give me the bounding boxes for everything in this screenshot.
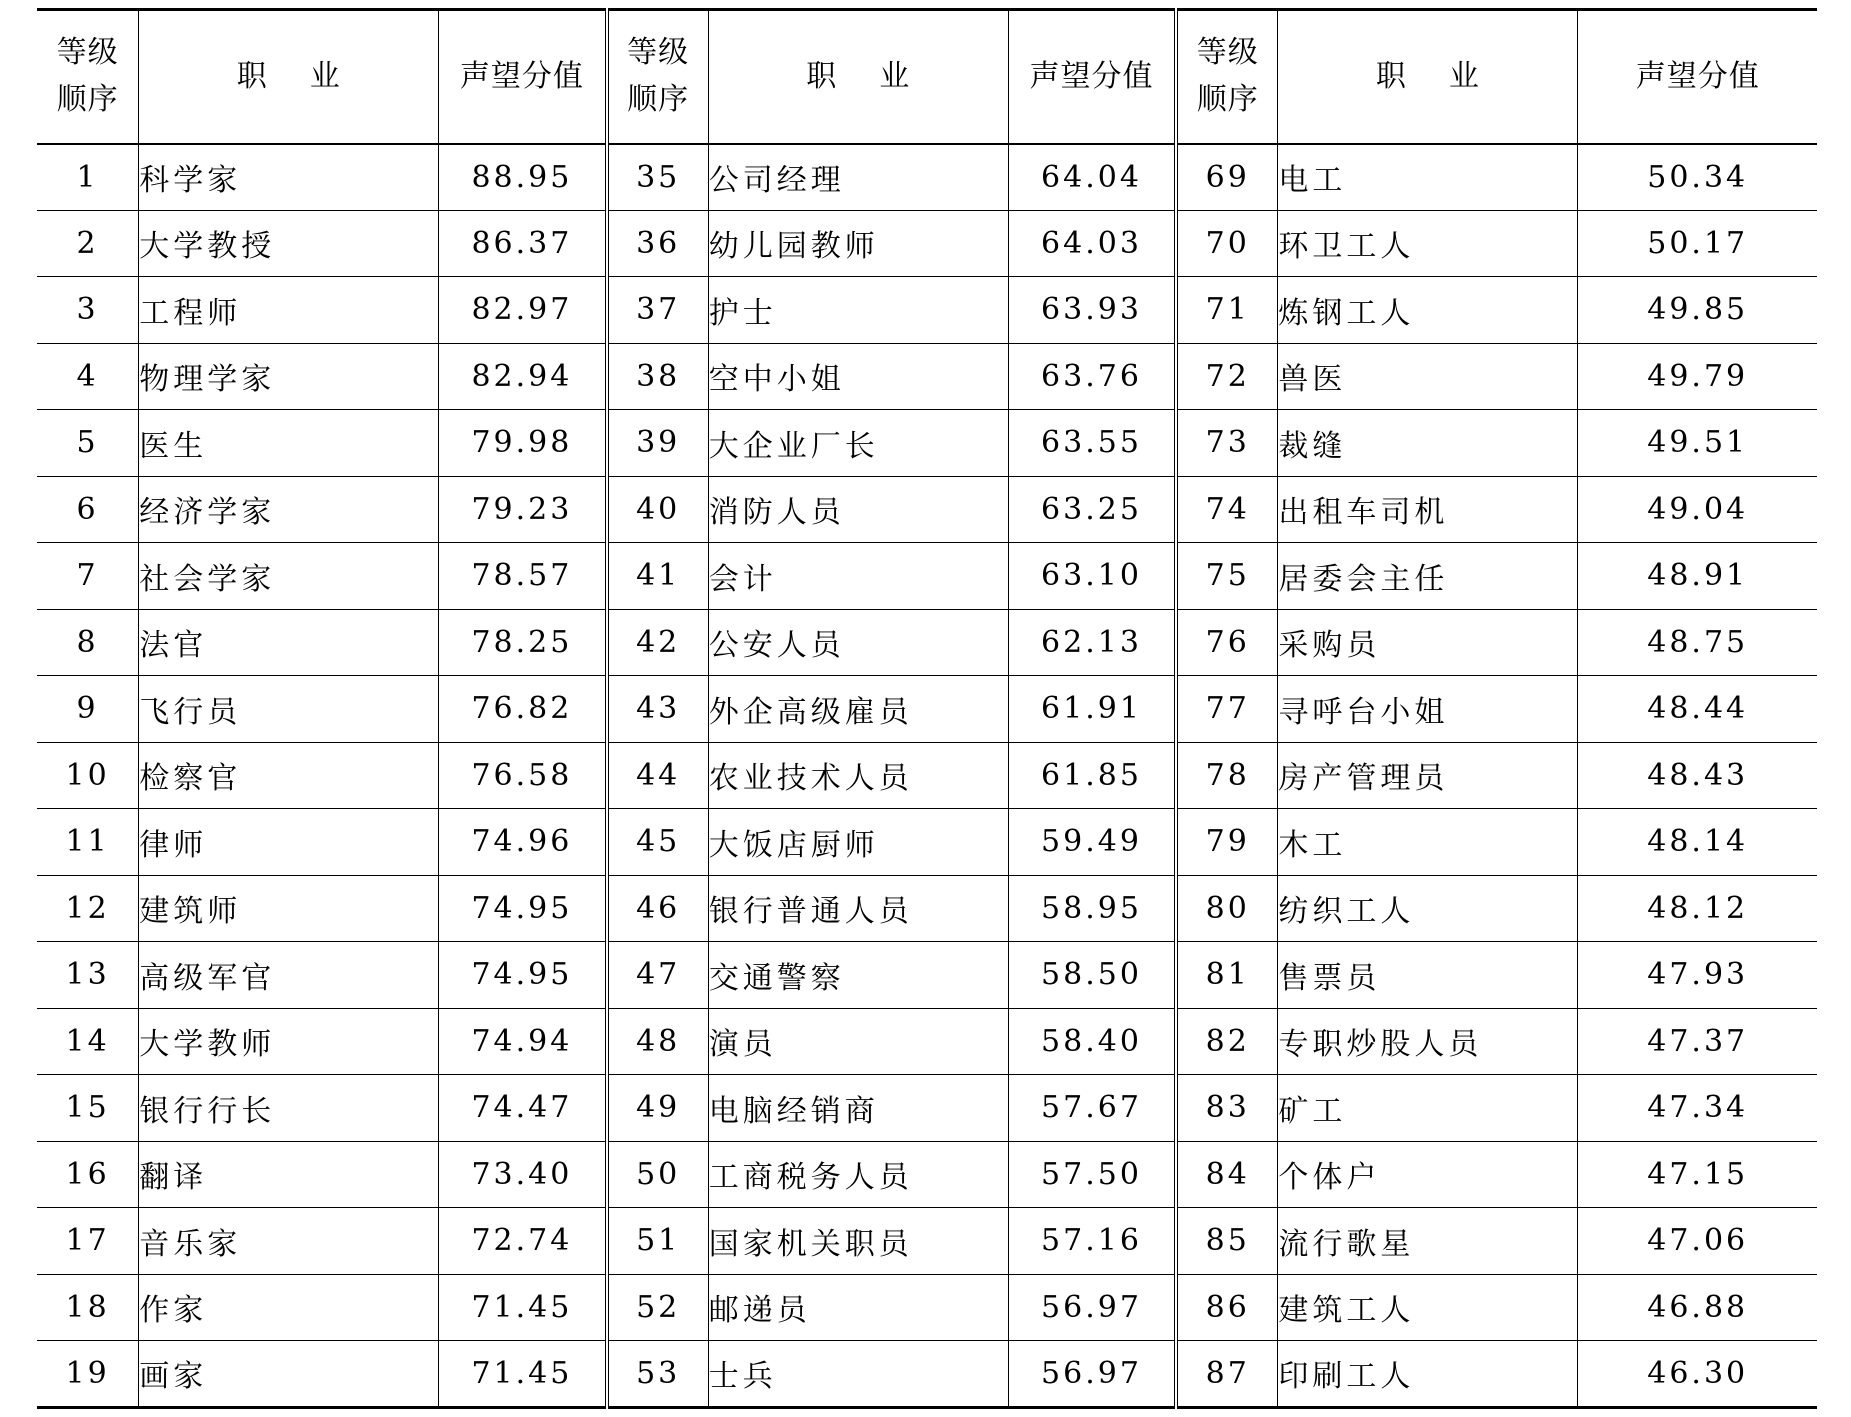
header-occupation xyxy=(139,10,439,144)
header-occupation-char1: 职 xyxy=(806,58,838,94)
prestige-score-cell: 48.75 xyxy=(1578,609,1817,676)
prestige-score-cell: 61.85 xyxy=(1008,742,1176,809)
rank-cell: 13 xyxy=(37,942,139,1009)
rank-cell: 74 xyxy=(1176,476,1278,543)
occupation-cell: 外企高级雇员 xyxy=(708,676,1008,743)
occupation-cell: 出租车司机 xyxy=(1278,476,1578,543)
prestige-score-cell: 46.30 xyxy=(1578,1341,1817,1408)
occupation-cell: 炼钢工人 xyxy=(1278,277,1578,344)
rank-cell: 1 xyxy=(37,144,139,211)
occupation-cell: 高级军官 xyxy=(139,942,439,1009)
prestige-table-sheet xyxy=(37,8,1817,1408)
occupation-cell: 音乐家 xyxy=(139,1208,439,1275)
rank-cell: 71 xyxy=(1176,277,1278,344)
table-row xyxy=(37,476,1817,543)
table-row xyxy=(37,1274,1817,1341)
prestige-score-cell: 49.85 xyxy=(1578,277,1817,344)
rank-cell: 84 xyxy=(1176,1141,1278,1208)
header-occupation-char2: 业 xyxy=(309,58,341,94)
rank-cell: 8 xyxy=(37,609,139,676)
occupation-cell: 律师 xyxy=(139,809,439,876)
rank-cell: 5 xyxy=(37,410,139,477)
table-row xyxy=(37,410,1817,477)
occupation-cell: 翻译 xyxy=(139,1141,439,1208)
rank-cell: 50 xyxy=(607,1141,709,1208)
rank-cell: 80 xyxy=(1176,875,1278,942)
header-rank-line1: 等级 xyxy=(56,35,119,71)
occupation-cell: 科学家 xyxy=(139,144,439,211)
rank-cell: 44 xyxy=(607,742,709,809)
table-row xyxy=(37,1141,1817,1208)
prestige-score-cell: 76.82 xyxy=(439,676,607,743)
rank-cell: 85 xyxy=(1176,1208,1278,1275)
prestige-score-cell: 50.34 xyxy=(1578,144,1817,211)
table-row xyxy=(37,942,1817,1009)
prestige-score-cell: 74.47 xyxy=(439,1075,607,1142)
occupation-cell: 国家机关职员 xyxy=(708,1208,1008,1275)
header-occupation-char1: 职 xyxy=(1375,58,1407,94)
prestige-score-cell: 48.12 xyxy=(1578,875,1817,942)
prestige-score-cell: 79.98 xyxy=(439,410,607,477)
occupation-cell: 公安人员 xyxy=(708,609,1008,676)
rank-cell: 17 xyxy=(37,1208,139,1275)
occupation-cell: 大学教师 xyxy=(139,1008,439,1075)
occupation-cell: 护士 xyxy=(708,277,1008,344)
header-rank-line1: 等级 xyxy=(627,35,690,71)
rank-cell: 81 xyxy=(1176,942,1278,1009)
prestige-score-cell: 49.79 xyxy=(1578,343,1817,410)
prestige-score-cell: 86.37 xyxy=(439,210,607,277)
rank-cell: 2 xyxy=(37,210,139,277)
rank-cell: 52 xyxy=(607,1274,709,1341)
header-rank xyxy=(37,10,139,144)
header-rank xyxy=(607,10,709,144)
rank-cell: 3 xyxy=(37,277,139,344)
rank-cell: 77 xyxy=(1176,676,1278,743)
prestige-score-cell: 82.94 xyxy=(439,343,607,410)
prestige-score-cell: 74.96 xyxy=(439,809,607,876)
table-row xyxy=(37,1208,1817,1275)
header-row xyxy=(37,10,1817,144)
prestige-score-cell: 72.74 xyxy=(439,1208,607,1275)
rank-cell: 43 xyxy=(607,676,709,743)
table-row xyxy=(37,1341,1817,1408)
table-body xyxy=(37,144,1817,1408)
rank-cell: 10 xyxy=(37,742,139,809)
table-row xyxy=(37,543,1817,610)
prestige-score-cell: 71.45 xyxy=(439,1341,607,1408)
rank-cell: 36 xyxy=(607,210,709,277)
occupation-cell: 建筑工人 xyxy=(1278,1274,1578,1341)
prestige-score-cell: 64.03 xyxy=(1008,210,1176,277)
rank-cell: 18 xyxy=(37,1274,139,1341)
rank-cell: 47 xyxy=(607,942,709,1009)
rank-cell: 11 xyxy=(37,809,139,876)
prestige-score-cell: 63.55 xyxy=(1008,410,1176,477)
header-rank-line2: 顺序 xyxy=(627,81,690,117)
rank-cell: 41 xyxy=(607,543,709,610)
header-rank-line1: 等级 xyxy=(1196,35,1259,71)
rank-cell: 42 xyxy=(607,609,709,676)
table-row xyxy=(37,343,1817,410)
occupation-cell: 采购员 xyxy=(1278,609,1578,676)
prestige-score-cell: 57.67 xyxy=(1008,1075,1176,1142)
prestige-score-cell: 79.23 xyxy=(439,476,607,543)
rank-cell: 37 xyxy=(607,277,709,344)
prestige-score-cell: 61.91 xyxy=(1008,676,1176,743)
prestige-score-cell: 62.13 xyxy=(1008,609,1176,676)
rank-cell: 7 xyxy=(37,543,139,610)
occupation-cell: 检察官 xyxy=(139,742,439,809)
prestige-score-cell: 58.95 xyxy=(1008,875,1176,942)
header-occupation-char1: 职 xyxy=(236,58,268,94)
header-prestige-score: 声望分值 xyxy=(1008,10,1176,144)
prestige-score-cell: 63.25 xyxy=(1008,476,1176,543)
occupation-cell: 个体户 xyxy=(1278,1141,1578,1208)
occupation-cell: 空中小姐 xyxy=(708,343,1008,410)
rank-cell: 48 xyxy=(607,1008,709,1075)
table-row xyxy=(37,609,1817,676)
prestige-score-cell: 73.40 xyxy=(439,1141,607,1208)
occupation-prestige-table xyxy=(37,8,1817,1409)
prestige-score-cell: 63.10 xyxy=(1008,543,1176,610)
prestige-score-cell: 47.93 xyxy=(1578,942,1817,1009)
rank-cell: 19 xyxy=(37,1341,139,1408)
header-occupation xyxy=(708,10,1008,144)
prestige-score-cell: 56.97 xyxy=(1008,1341,1176,1408)
rank-cell: 4 xyxy=(37,343,139,410)
rank-cell: 73 xyxy=(1176,410,1278,477)
occupation-cell: 作家 xyxy=(139,1274,439,1341)
occupation-cell: 居委会主任 xyxy=(1278,543,1578,610)
rank-cell: 38 xyxy=(607,343,709,410)
prestige-score-cell: 48.44 xyxy=(1578,676,1817,743)
occupation-cell: 工程师 xyxy=(139,277,439,344)
prestige-score-cell: 82.97 xyxy=(439,277,607,344)
prestige-score-cell: 71.45 xyxy=(439,1274,607,1341)
prestige-score-cell: 57.50 xyxy=(1008,1141,1176,1208)
occupation-cell: 士兵 xyxy=(708,1341,1008,1408)
header-rank-line2: 顺序 xyxy=(56,81,119,117)
occupation-cell: 幼儿园教师 xyxy=(708,210,1008,277)
prestige-score-cell: 74.95 xyxy=(439,942,607,1009)
prestige-score-cell: 63.93 xyxy=(1008,277,1176,344)
prestige-score-cell: 58.50 xyxy=(1008,942,1176,1009)
rank-cell: 39 xyxy=(607,410,709,477)
header-occupation xyxy=(1278,10,1578,144)
occupation-cell: 大学教授 xyxy=(139,210,439,277)
rank-cell: 86 xyxy=(1176,1274,1278,1341)
occupation-cell: 大饭店厨师 xyxy=(708,809,1008,876)
prestige-score-cell: 49.51 xyxy=(1578,410,1817,477)
rank-cell: 15 xyxy=(37,1075,139,1142)
rank-cell: 49 xyxy=(607,1075,709,1142)
occupation-cell: 矿工 xyxy=(1278,1075,1578,1142)
prestige-score-cell: 47.37 xyxy=(1578,1008,1817,1075)
prestige-score-cell: 46.88 xyxy=(1578,1274,1817,1341)
prestige-score-cell: 48.14 xyxy=(1578,809,1817,876)
occupation-cell: 电脑经销商 xyxy=(708,1075,1008,1142)
occupation-cell: 会计 xyxy=(708,543,1008,610)
prestige-score-cell: 48.43 xyxy=(1578,742,1817,809)
occupation-cell: 交通警察 xyxy=(708,942,1008,1009)
header-rank-line2: 顺序 xyxy=(1196,81,1259,117)
occupation-cell: 房产管理员 xyxy=(1278,742,1578,809)
prestige-score-cell: 74.94 xyxy=(439,1008,607,1075)
occupation-cell: 社会学家 xyxy=(139,543,439,610)
table-row xyxy=(37,1075,1817,1142)
table-row xyxy=(37,210,1817,277)
occupation-cell: 银行普通人员 xyxy=(708,875,1008,942)
prestige-score-cell: 78.57 xyxy=(439,543,607,610)
occupation-cell: 建筑师 xyxy=(139,875,439,942)
prestige-score-cell: 88.95 xyxy=(439,144,607,211)
prestige-score-cell: 47.34 xyxy=(1578,1075,1817,1142)
occupation-cell: 医生 xyxy=(139,410,439,477)
header-prestige-score: 声望分值 xyxy=(1578,10,1817,144)
prestige-score-cell: 47.15 xyxy=(1578,1141,1817,1208)
prestige-score-cell: 50.17 xyxy=(1578,210,1817,277)
rank-cell: 6 xyxy=(37,476,139,543)
table-row xyxy=(37,875,1817,942)
occupation-cell: 环卫工人 xyxy=(1278,210,1578,277)
prestige-score-cell: 74.95 xyxy=(439,875,607,942)
rank-cell: 46 xyxy=(607,875,709,942)
occupation-cell: 农业技术人员 xyxy=(708,742,1008,809)
rank-cell: 40 xyxy=(607,476,709,543)
occupation-cell: 裁缝 xyxy=(1278,410,1578,477)
header-prestige-score: 声望分值 xyxy=(439,10,607,144)
occupation-cell: 邮递员 xyxy=(708,1274,1008,1341)
header-occupation-char2: 业 xyxy=(879,58,911,94)
prestige-score-cell: 56.97 xyxy=(1008,1274,1176,1341)
rank-cell: 78 xyxy=(1176,742,1278,809)
prestige-score-cell: 58.40 xyxy=(1008,1008,1176,1075)
table-row xyxy=(37,676,1817,743)
table-row xyxy=(37,277,1817,344)
table-row xyxy=(37,144,1817,211)
occupation-cell: 印刷工人 xyxy=(1278,1341,1578,1408)
table-row xyxy=(37,809,1817,876)
rank-cell: 72 xyxy=(1176,343,1278,410)
prestige-score-cell: 59.49 xyxy=(1008,809,1176,876)
rank-cell: 79 xyxy=(1176,809,1278,876)
occupation-cell: 物理学家 xyxy=(139,343,439,410)
table-row xyxy=(37,1008,1817,1075)
occupation-cell: 法官 xyxy=(139,609,439,676)
rank-cell: 45 xyxy=(607,809,709,876)
rank-cell: 76 xyxy=(1176,609,1278,676)
table-header xyxy=(37,10,1817,144)
rank-cell: 83 xyxy=(1176,1075,1278,1142)
occupation-cell: 演员 xyxy=(708,1008,1008,1075)
prestige-score-cell: 48.91 xyxy=(1578,543,1817,610)
occupation-cell: 售票员 xyxy=(1278,942,1578,1009)
occupation-cell: 寻呼台小姐 xyxy=(1278,676,1578,743)
prestige-score-cell: 76.58 xyxy=(439,742,607,809)
rank-cell: 35 xyxy=(607,144,709,211)
prestige-score-cell: 63.76 xyxy=(1008,343,1176,410)
occupation-cell: 兽医 xyxy=(1278,343,1578,410)
occupation-cell: 飞行员 xyxy=(139,676,439,743)
rank-cell: 16 xyxy=(37,1141,139,1208)
occupation-cell: 公司经理 xyxy=(708,144,1008,211)
occupation-cell: 木工 xyxy=(1278,809,1578,876)
header-rank xyxy=(1176,10,1278,144)
occupation-cell: 消防人员 xyxy=(708,476,1008,543)
header-occupation-char2: 业 xyxy=(1448,58,1480,94)
rank-cell: 69 xyxy=(1176,144,1278,211)
occupation-cell: 电工 xyxy=(1278,144,1578,211)
occupation-cell: 银行行长 xyxy=(139,1075,439,1142)
rank-cell: 70 xyxy=(1176,210,1278,277)
occupation-cell: 流行歌星 xyxy=(1278,1208,1578,1275)
prestige-score-cell: 64.04 xyxy=(1008,144,1176,211)
prestige-score-cell: 78.25 xyxy=(439,609,607,676)
occupation-cell: 经济学家 xyxy=(139,476,439,543)
rank-cell: 82 xyxy=(1176,1008,1278,1075)
occupation-cell: 专职炒股人员 xyxy=(1278,1008,1578,1075)
occupation-cell: 工商税务人员 xyxy=(708,1141,1008,1208)
rank-cell: 75 xyxy=(1176,543,1278,610)
rank-cell: 9 xyxy=(37,676,139,743)
prestige-score-cell: 47.06 xyxy=(1578,1208,1817,1275)
rank-cell: 53 xyxy=(607,1341,709,1408)
rank-cell: 14 xyxy=(37,1008,139,1075)
rank-cell: 12 xyxy=(37,875,139,942)
rank-cell: 51 xyxy=(607,1208,709,1275)
occupation-cell: 画家 xyxy=(139,1341,439,1408)
occupation-cell: 纺织工人 xyxy=(1278,875,1578,942)
table-row xyxy=(37,742,1817,809)
prestige-score-cell: 49.04 xyxy=(1578,476,1817,543)
occupation-cell: 大企业厂长 xyxy=(708,410,1008,477)
rank-cell: 87 xyxy=(1176,1341,1278,1408)
prestige-score-cell: 57.16 xyxy=(1008,1208,1176,1275)
